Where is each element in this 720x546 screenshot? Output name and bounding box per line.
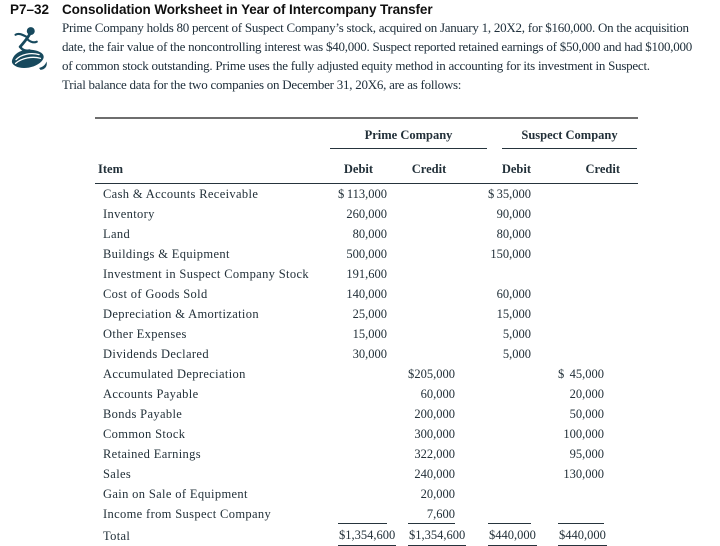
suspect-credit-cell: 100,000 [563,427,604,441]
prime-debit-cell: 260,000 [346,207,387,221]
table-row [95,384,638,404]
row-item-label: Inventory [103,206,155,221]
intro-line: Prime Company holds 80 percent of Suspect Company’s stock, acquired on January 1, 20X2, for $160,000. On the acquisition [62,20,689,35]
suspect-credit-cell [531,344,604,364]
prime-debit-cell [330,404,387,424]
prime-debit-cell: 140,000 [346,287,387,301]
prime-debit-cell: 80,000 [352,227,387,241]
row-item-label: Bonds Payable [103,406,183,421]
suspect-credit-header: Credit [531,149,604,184]
prime-debit-cell [330,484,387,504]
spacer-cell [604,504,638,524]
suspect-debit-cell: $ 35,000 [488,187,531,201]
row-item-label: Buildings & Equipment [103,246,230,261]
column-header-row [95,149,638,184]
company-group-header-prime: Prime Company [330,119,455,149]
prime-credit-cell: 240,000 [414,467,455,481]
trial-balance-table-wrap [95,117,638,546]
suspect-debit-cell [455,404,531,424]
row-item-label: Cash & Accounts Receivable [103,186,259,201]
table-row [95,484,638,504]
prime-debit-cell [330,464,387,484]
spacer-cell [604,244,638,264]
suspect-debit-cell: 90,000 [496,207,531,221]
surfer-icon [7,26,49,74]
spacer-cell [604,464,638,484]
suspect-credit-cell [531,244,604,264]
prime-debit-cell [330,384,387,404]
spacer-cell [604,364,638,384]
row-item-label: Depreciation & Amortization [103,306,259,321]
row-item-label: Accounts Payable [103,386,199,401]
prime-debit-total-cell: $1,354,600 [330,524,387,546]
suspect-debit-cell: 5,000 [502,347,531,361]
suspect-debit-cell [455,384,531,404]
spacer-cell [604,344,638,364]
spacer-cell [604,324,638,344]
suspect-credit-cell [531,504,604,524]
spacer-cell [95,119,330,149]
suspect-credit-cell: 20,000 [569,387,604,401]
table-row [95,244,638,264]
suspect-credit-cell [531,284,604,304]
spacer-cell [604,444,638,464]
table-row [95,464,638,484]
intro-line: Trial balance data for the two companies on December 31, 20X6, are as follows: [62,77,462,92]
spacer-cell [604,484,638,504]
prime-credit-total-cell: $1,354,600 [387,524,455,546]
suspect-credit-total-cell: $440,000 [531,524,604,546]
spacer-cell [604,264,638,284]
suspect-debit-cell [455,484,531,504]
suspect-credit-cell: 130,000 [563,467,604,481]
prime-credit-cell [387,264,455,284]
suspect-credit-cell: 95,000 [569,447,604,461]
prime-credit-header: Credit [387,149,455,184]
prime-credit-cell: 20,000 [420,487,455,501]
prime-credit-cell [387,284,455,304]
prime-debit-cell: 25,000 [352,307,387,321]
spacer-cell [604,284,638,304]
spacer-cell [604,204,638,224]
table-row [95,364,638,384]
suspect-credit-cell: $ 45,000 [558,367,604,381]
prime-credit-cell [387,184,455,205]
suspect-debit-cell [455,444,531,464]
table-row [95,184,638,205]
problem-title: Consolidation Worksheet in Year of Intercompany Transfer [62,2,433,17]
row-item-label: Dividends Declared [103,346,209,361]
table-row [95,264,638,284]
spacer-cell [604,184,638,205]
row-item-label: Common Stock [103,426,186,441]
prime-debit-cell: $ 113,000 [338,187,387,201]
suspect-debit-cell: 80,000 [496,227,531,241]
prime-credit-cell: $ 205,000 [408,367,455,381]
intro-paragraph [62,18,718,94]
suspect-debit-total-cell: $440,000 [455,524,531,546]
prime-credit-cell [387,244,455,264]
row-item-label: Accumulated Depreciation [103,366,246,381]
suspect-credit-cell [531,324,604,344]
row-item-label: Land [103,226,131,241]
spacer-cell [604,304,638,324]
prime-credit-cell [387,344,455,364]
prime-debit-cell: 15,000 [352,327,387,341]
spacer-cell [604,384,638,404]
suspect-debit-cell [455,424,531,444]
intro-line: date, the fair value of the noncontrolling interest was $40,000. Suspect reported retained earnings of $50,000 and had $100,000 [62,39,692,54]
suspect-debit-header: Debit [455,149,531,184]
prime-credit-cell: 300,000 [414,427,455,441]
prime-credit-cell [387,324,455,344]
prime-debit-cell: 30,000 [352,347,387,361]
suspect-debit-cell [455,264,531,284]
total-label: Total [103,528,131,543]
suspect-debit-cell [455,504,531,524]
table-row [95,404,638,424]
prime-debit-cell: 500,000 [346,247,387,261]
suspect-credit-cell [531,204,604,224]
company-header-row [95,119,638,149]
company-group-header-suspect: Suspect Company [455,119,638,149]
table-row [95,284,638,304]
suspect-credit-cell: 50,000 [569,407,604,421]
spacer-cell [604,424,638,444]
prime-credit-cell: 60,000 [420,387,455,401]
row-item-label: Income from Suspect Company [103,506,272,521]
spacer-cell [604,224,638,244]
row-item-label: Other Expenses [103,326,187,341]
suspect-credit-cell [531,484,604,504]
prime-debit-cell [330,364,387,384]
table-row [95,324,638,344]
suspect-credit-cell [531,304,604,324]
table-row [95,504,638,524]
prime-debit-header: Debit [330,149,387,184]
table-row [95,304,638,324]
trial-balance-body [95,184,638,525]
prime-credit-cell: 322,000 [414,447,455,461]
suspect-credit-cell [531,224,604,244]
total-row [95,524,638,546]
row-item-label: Retained Earnings [103,446,201,461]
prime-credit-cell: 7,600 [387,504,455,524]
suspect-credit-cell [531,184,604,205]
spacer-cell [604,524,638,546]
item-column-header: Item [95,149,330,184]
problem-number: P7–32 [10,2,50,17]
table-row [95,444,638,464]
prime-credit-cell [387,204,455,224]
prime-debit-cell [330,444,387,464]
row-item-label: Sales [103,466,132,481]
suspect-debit-cell: 60,000 [496,287,531,301]
suspect-debit-cell: 15,000 [496,307,531,321]
prime-credit-cell [387,224,455,244]
suspect-debit-cell: 150,000 [490,247,531,261]
table-row [95,424,638,444]
prime-debit-cell: 191,600 [346,267,387,281]
prime-credit-cell: 200,000 [414,407,455,421]
table-row [95,204,638,224]
suspect-debit-cell [455,364,531,384]
row-item-label: Investment in Suspect Company Stock [103,266,309,281]
intro-line: of common stock outstanding. Prime uses the fully adjusted equity method in accounting for its investment in Suspect. [62,58,650,73]
row-item-label: Cost of Goods Sold [103,286,208,301]
prime-debit-cell [330,424,387,444]
suspect-debit-cell: 5,000 [502,327,531,341]
table-row [95,224,638,244]
prime-debit-cell [330,504,387,524]
table-row [95,344,638,364]
spacer-cell [604,404,638,424]
suspect-credit-cell [531,264,604,284]
trial-balance-table [95,119,638,546]
row-item-label: Gain on Sale of Equipment [103,486,248,501]
suspect-debit-cell [455,464,531,484]
prime-credit-cell [387,304,455,324]
